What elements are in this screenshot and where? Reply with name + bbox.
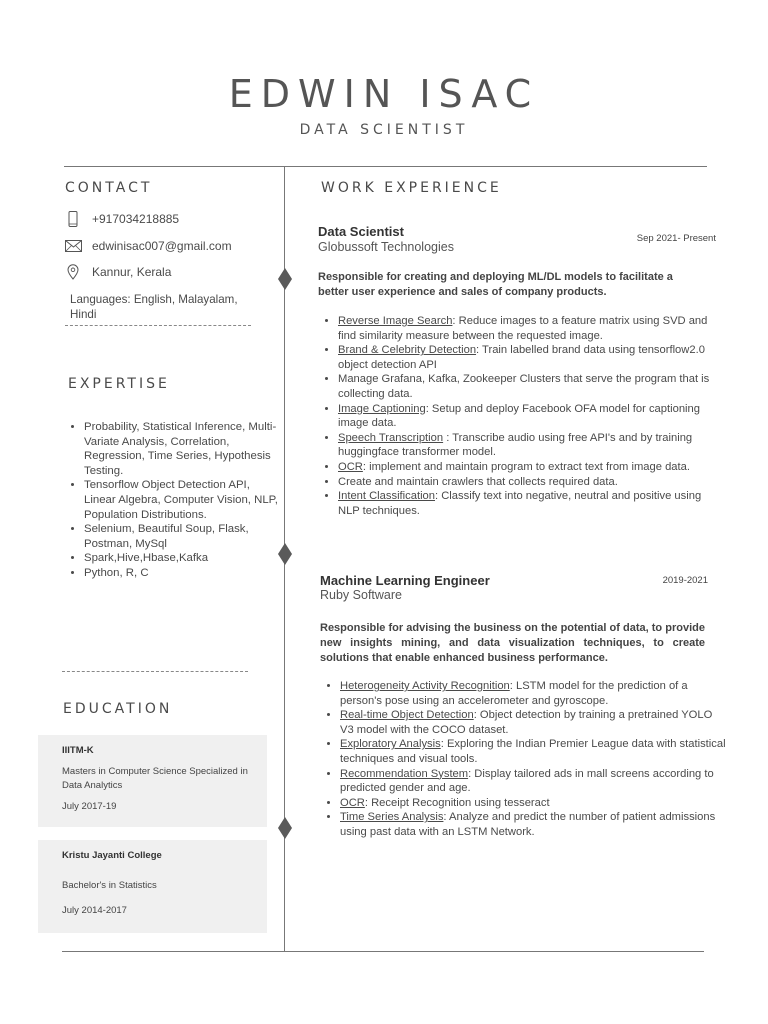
- bullet-keyword: Heterogeneity Activity Recognition: [340, 680, 510, 692]
- location-pin-icon: [64, 264, 82, 280]
- list-item: [338, 431, 716, 460]
- list-item: [338, 402, 716, 431]
- bullet-keyword: Real-time Object Detection: [340, 709, 474, 722]
- bullet-text: : Classify text into negative, neutral and positive using NLP techniques.: [338, 490, 702, 517]
- job-dates: Sep 2021- Present: [636, 233, 716, 244]
- bullet-keyword: Exploratory Analysis: [340, 738, 441, 751]
- candidate-role: DATA SCIENTIST: [299, 122, 469, 138]
- bullet-text: : Setup and deploy Facebook OFA model for captioning image data.: [338, 402, 700, 430]
- phone-text: +917034218885: [92, 212, 180, 226]
- expertise-list: [64, 420, 284, 581]
- bullet-text: : LSTM model for the prediction of a person's pose using an accelerometer and gyroscope.: [340, 680, 688, 707]
- bullet-text: Create and maintain crawlers that collects required data.: [338, 475, 618, 488]
- expertise-divider: [62, 671, 248, 672]
- expertise-heading: EXPERTISE: [68, 376, 170, 392]
- bullet-keyword: Speech Transcription: [338, 431, 444, 444]
- list-item: [338, 475, 716, 490]
- list-item: [340, 679, 726, 708]
- job-bullets: [318, 314, 716, 518]
- education-degree: Bachelor's in Statistics: [62, 880, 157, 891]
- list-item: • Spark,Hive,Hbase,Kafka: [84, 551, 284, 566]
- education-entry: [38, 840, 267, 933]
- education-school: Kristu Jayanti College: [62, 850, 162, 861]
- bullet-text: : Analyze and predict the number of patient admissions using past data with an LSTM Network.: [340, 811, 716, 838]
- list-item: [340, 737, 726, 766]
- top-divider: [64, 166, 707, 167]
- education-heading: EDUCATION: [63, 701, 173, 717]
- list-item: [340, 796, 726, 811]
- list-item: [340, 810, 726, 839]
- bullet-keyword: Time Series Analysis: [340, 811, 444, 824]
- job-title: Machine Learning Engineer: [320, 573, 490, 588]
- job-bullets: [320, 679, 726, 840]
- phone-icon: [64, 211, 82, 227]
- bullet-text: : Display tailored ads in mall screens according to predicted gender and age.: [340, 767, 714, 795]
- job-company: Ruby Software: [320, 588, 402, 602]
- list-item: [340, 708, 726, 737]
- job-summary: Responsible for creating and deploying ML/DL models to facilitate a better user experience and sales of company products.: [318, 271, 673, 298]
- contact-divider: [65, 325, 251, 326]
- job-company: Globussoft Technologies: [318, 240, 454, 254]
- work-heading: WORK EXPERIENCE: [321, 180, 502, 196]
- bullet-keyword: Recommendation System: [340, 767, 469, 780]
- education-degree: Masters in Computer Science Specialized in Data Analytics: [62, 766, 248, 791]
- list-item: [338, 314, 716, 343]
- bullet-keyword: OCR: [340, 796, 365, 809]
- contact-location: [64, 264, 171, 280]
- bullet-keyword: Brand & Celebrity Detection: [338, 344, 477, 357]
- bullet-keyword: Reverse Image Search: [338, 315, 453, 327]
- contact-phone: [64, 211, 179, 227]
- list-item: • Probability, Statistical Inference, Multi-Variate Analysis, Correlation, Regression, Time Series, Hypothesis Testing.: [84, 420, 284, 478]
- bullet-keyword: Intent Classification: [338, 490, 436, 503]
- list-item: [338, 372, 716, 401]
- bullet-text: : Reduce images to a feature matrix using SVD and find similarity measure between the requested image.: [338, 315, 708, 342]
- education-entry: [38, 735, 267, 827]
- email-icon: [64, 238, 82, 254]
- education-dates: July 2014-2017: [62, 905, 127, 916]
- bullet-text: : implement and maintain program to extract text from image data.: [362, 460, 690, 473]
- location-text: Kannur, Kerala: [92, 265, 172, 279]
- bullet-text: : Exploring the Indian Premier League data with statistical techniques and visual tools.: [340, 738, 726, 765]
- diamond-marker: [278, 817, 292, 839]
- email-text: edwinisac007@gmail.com: [92, 239, 232, 253]
- education-school: IIITM-K: [62, 745, 94, 756]
- diamond-marker: [278, 268, 292, 290]
- languages-text: Languages: English, Malayalam, Hindi: [70, 293, 238, 321]
- list-item: [338, 460, 716, 475]
- contact-heading: CONTACT: [65, 180, 153, 196]
- list-item: [338, 489, 716, 518]
- job-title: Data Scientist: [318, 224, 404, 239]
- candidate-name: EDWIN ISAC: [228, 72, 540, 116]
- bullet-keyword: OCR: [338, 460, 363, 473]
- bullet-keyword: Image Captioning: [338, 402, 426, 415]
- bullet-text: : Receipt Recognition using tesseract: [364, 796, 550, 809]
- list-item: [340, 767, 726, 796]
- contact-email: [64, 238, 232, 254]
- list-item: • Python, R, C: [84, 566, 284, 581]
- bullet-text: : Transcribe audio using free API's and by training huggingface transformer model.: [338, 431, 693, 459]
- job-summary: Responsible for advising the business on the potential of data, to provide new insights mining, and data visualization techniques, to create solutions that enable enhanced business performance.: [320, 622, 705, 664]
- list-item: • Tensorflow Object Detection API, Linear Algebra, Computer Vision, NLP, Population Distributions.: [84, 478, 284, 522]
- bottom-divider: [62, 951, 704, 952]
- bullet-text: : Object detection by training a pretrained YOLO V3 model with the COCO dataset.: [340, 709, 713, 736]
- job-dates: 2019-2021: [662, 575, 708, 586]
- bullet-text: Manage Grafana, Kafka, Zookeeper Clusters that serve the program that is collecting data.: [338, 373, 710, 400]
- list-item: • Selenium, Beautiful Soup, Flask, Postman, MySql: [84, 522, 284, 551]
- list-item: [338, 343, 716, 372]
- bullet-text: : Train labelled brand data using tensorflow2.0 object detection API: [338, 344, 705, 371]
- education-dates: July 2017-19: [62, 801, 117, 812]
